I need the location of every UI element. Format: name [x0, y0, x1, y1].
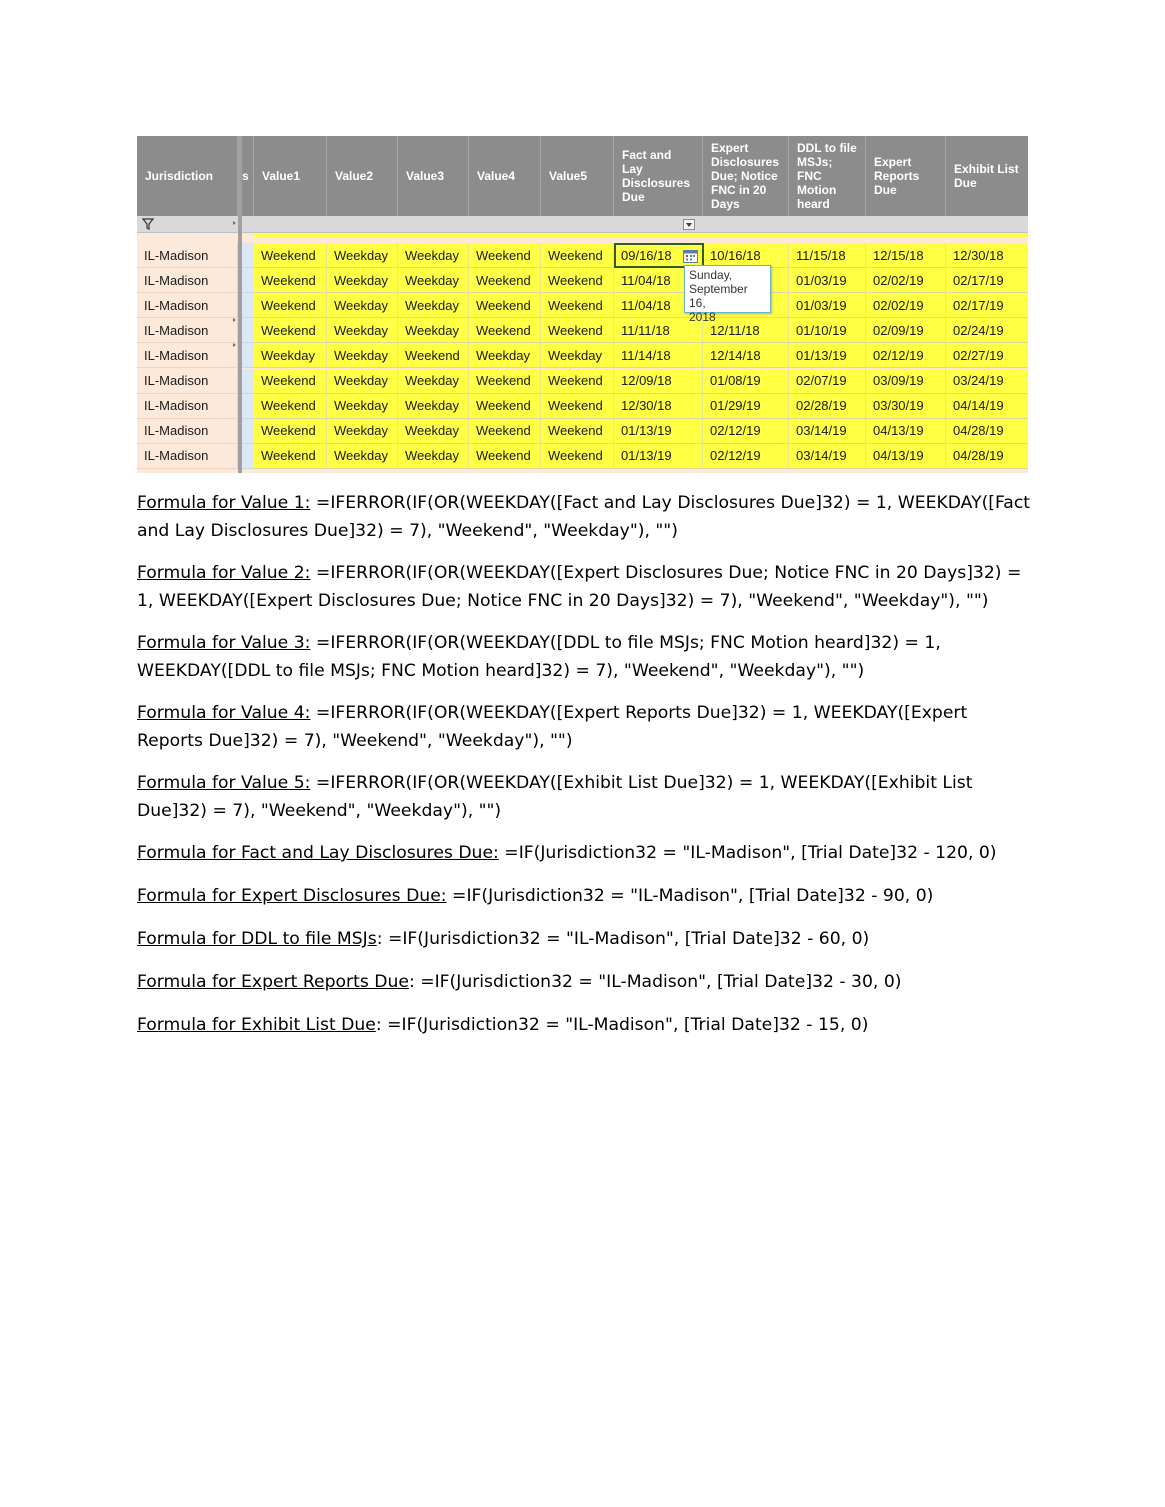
column-splitter[interactable] [238, 136, 242, 473]
formula-paragraph [137, 1011, 1037, 1039]
table-cell[interactable]: Weekday [327, 243, 398, 268]
tooltip-text: Sunday, September 16, 2018 [689, 268, 748, 324]
table-cell[interactable]: Weekend [469, 243, 541, 268]
formula-paragraph [137, 489, 1037, 545]
table-cell[interactable]: 03/24/19 [946, 369, 1028, 394]
table-cell[interactable]: 01/13/19 [614, 419, 703, 444]
table-row [137, 369, 1028, 394]
calendar-icon[interactable] [683, 249, 698, 263]
header-value2[interactable]: Value2 [327, 136, 398, 216]
formula-paragraph [137, 839, 1037, 867]
table-cell[interactable]: 03/14/19 [789, 444, 866, 469]
table-cell[interactable]: Weekend [254, 419, 327, 444]
header-value5[interactable]: Value5 [541, 136, 614, 216]
table-cell[interactable]: 04/14/19 [946, 394, 1028, 419]
jurisdiction-cell[interactable]: IL-Madison [137, 369, 238, 394]
table-cell[interactable]: 02/28/19 [789, 394, 866, 419]
table-cell[interactable]: Weekend [254, 369, 327, 394]
dropdown-arrow-icon[interactable] [683, 219, 695, 230]
spreadsheet-grid [137, 136, 1028, 473]
table-row [137, 268, 1028, 293]
table-cell[interactable]: Weekend [541, 243, 614, 268]
table-cell[interactable]: Weekend [254, 293, 327, 318]
table-cell[interactable]: Weekend [541, 394, 614, 419]
table-cell[interactable]: 03/30/19 [866, 394, 946, 419]
jurisdiction-cell[interactable]: IL-Madison [137, 419, 238, 444]
header-hidden[interactable]: s [242, 136, 254, 216]
formula-text: =IFERROR(IF(OR(WEEKDAY([Expert Reports Due]32) = 1, WEEKDAY([Expert Reports Due]32) = 7), "Weekend", "Weekday"), "") [137, 703, 968, 751]
table-cell[interactable]: Weekend [541, 444, 614, 469]
table-row [137, 394, 1028, 419]
table-row [137, 243, 1028, 268]
formula-text: : =IF(Jurisdiction32 = "IL-Madison", [Trial Date]32 - 15, 0) [375, 1015, 869, 1035]
table-cell[interactable]: Weekday [327, 293, 398, 318]
table-cell[interactable]: 12/09/18 [614, 369, 703, 394]
table-cell[interactable]: 11/04/18 [614, 268, 703, 293]
table-cell[interactable]: Weekday [327, 343, 398, 368]
header-jurisdiction[interactable]: Jurisdiction [137, 136, 238, 216]
table-cell[interactable]: 01/29/19 [703, 394, 789, 419]
table-cell[interactable]: 11/11/18 [614, 318, 703, 343]
table-cell[interactable]: 04/28/19 [946, 444, 1028, 469]
row-marker-icon [233, 318, 236, 322]
table-cell[interactable]: 01/08/19 [703, 369, 789, 394]
formula-paragraph [137, 769, 1037, 825]
formula-label: Formula for Value 2: [137, 563, 311, 583]
table-cell[interactable]: 02/27/19 [946, 343, 1028, 368]
row-separator [242, 343, 254, 368]
table-row [137, 343, 1028, 368]
table-cell[interactable]: Weekday [327, 318, 398, 343]
formula-label: Formula for Value 1: [137, 493, 311, 513]
partial-row [137, 233, 1028, 237]
jurisdiction-cell[interactable]: IL-Madison [137, 343, 238, 368]
formula-label: Formula for Exhibit List Due [137, 1015, 376, 1035]
table-cell[interactable]: Weekday [398, 293, 469, 318]
table-cell[interactable]: Weekday [327, 394, 398, 419]
table-cell[interactable]: 10/16/18 [703, 243, 789, 268]
table-cell[interactable]: Weekend [254, 394, 327, 419]
row-separator [242, 268, 254, 293]
header-value1[interactable]: Value1 [254, 136, 327, 216]
row-separator [242, 243, 254, 268]
table-cell[interactable]: 04/13/19 [866, 444, 946, 469]
formula-paragraph [137, 925, 1037, 953]
header-expert-reports[interactable]: Expert Reports Due [866, 136, 946, 216]
table-cell[interactable]: Weekend [541, 268, 614, 293]
table-cell[interactable]: 02/07/19 [789, 369, 866, 394]
table-cell[interactable]: Weekend [541, 419, 614, 444]
header-expert-disclosures[interactable]: Expert Disclosures Due; Notice FNC in 20 Days [703, 136, 789, 216]
jurisdiction-cell[interactable]: IL-Madison [137, 444, 238, 469]
filter-icon[interactable] [142, 218, 154, 230]
table-cell[interactable]: Weekend [398, 343, 469, 368]
header-ddl[interactable]: DDL to file MSJs; FNC Motion heard [789, 136, 866, 216]
formula-label: Formula for Fact and Lay Disclosures Due: [137, 843, 499, 863]
table-cell[interactable]: 02/17/19 [946, 293, 1028, 318]
table-cell[interactable]: 03/09/19 [866, 369, 946, 394]
table-cell[interactable]: 12/11/18 [703, 318, 789, 343]
table-cell[interactable]: Weekday [327, 419, 398, 444]
table-row [137, 419, 1028, 444]
table-cell[interactable]: Weekday [469, 343, 541, 368]
header-value4[interactable]: Value4 [469, 136, 541, 216]
table-cell[interactable]: 04/28/19 [946, 419, 1028, 444]
table-cell[interactable]: Weekday [541, 343, 614, 368]
formula-label: Formula for Expert Disclosures Due: [137, 886, 447, 906]
table-cell[interactable]: 01/10/19 [789, 318, 866, 343]
formula-text: =IF(Jurisdiction32 = "IL-Madison", [Trial Date]32 - 120, 0) [504, 843, 997, 863]
table-cell[interactable]: Weekend [469, 293, 541, 318]
table-row [137, 318, 1028, 343]
table-cell[interactable]: 02/02/19 [866, 293, 946, 318]
table-cell[interactable]: Weekend [469, 419, 541, 444]
table-cell[interactable]: 11/04/18 [614, 293, 703, 318]
table-cell[interactable]: Weekday [398, 243, 469, 268]
table-cell[interactable]: Weekday [398, 394, 469, 419]
table-cell[interactable]: Weekday [327, 369, 398, 394]
row-marker-icon [233, 221, 236, 225]
table-cell[interactable]: 12/15/18 [866, 243, 946, 268]
table-cell[interactable]: Weekend [541, 318, 614, 343]
header-fact-lay[interactable]: Fact and Lay Disclosures Due [614, 136, 703, 216]
header-exhibit-list[interactable]: Exhibit List Due [954, 162, 1019, 190]
table-cell[interactable]: Weekday [398, 369, 469, 394]
table-cell[interactable]: Weekday [327, 268, 398, 293]
row-separator [242, 444, 254, 469]
formula-text: =IFERROR(IF(OR(WEEKDAY([Fact and Lay Disclosures Due]32) = 1, WEEKDAY([Fact and Lay Disclosures Due]32) = 7), "Weekend", "Weekday"), "") [137, 493, 1031, 541]
table-row [137, 444, 1028, 469]
table-cell[interactable]: 02/24/19 [946, 318, 1028, 343]
formula-text: =IFERROR(IF(OR(WEEKDAY([Exhibit List Due]32) = 1, WEEKDAY([Exhibit List Due]32) = 7), "Weekend", "Weekday"), "") [137, 773, 973, 821]
jurisdiction-cell[interactable]: IL-Madison [137, 394, 238, 419]
table-cell[interactable]: Weekday [327, 444, 398, 469]
filter-row [137, 216, 1028, 233]
row-separator [242, 419, 254, 444]
table-cell[interactable]: 12/30/18 [614, 394, 703, 419]
table-cell[interactable]: Weekend [541, 369, 614, 394]
table-cell[interactable]: Weekend [254, 318, 327, 343]
formula-label: Formula for Value 3: [137, 633, 311, 653]
jurisdiction-cell[interactable]: IL-Madison [137, 243, 238, 268]
table-cell[interactable]: 01/03/19 [789, 268, 866, 293]
table-cell[interactable]: 12/30/18 [946, 243, 1028, 268]
row-separator [242, 394, 254, 419]
formula-text: : =IF(Jurisdiction32 = "IL-Madison", [Trial Date]32 - 30, 0) [408, 972, 902, 992]
jurisdiction-cell[interactable]: IL-Madison [137, 293, 238, 318]
row-marker-icon [233, 343, 236, 347]
table-cell[interactable]: Weekday [398, 419, 469, 444]
table-cell[interactable]: 02/17/19 [946, 268, 1028, 293]
header-row [137, 136, 1028, 216]
table-cell[interactable]: Weekend [469, 444, 541, 469]
table-cell[interactable]: Weekend [469, 369, 541, 394]
table-cell[interactable]: Weekend [469, 268, 541, 293]
date-tooltip [684, 265, 771, 324]
table-cell[interactable]: Weekend [254, 444, 327, 469]
jurisdiction-cell[interactable]: IL-Madison [137, 318, 238, 343]
table-cell[interactable]: Weekday [398, 444, 469, 469]
formula-text: =IFERROR(IF(OR(WEEKDAY([Expert Disclosures Due; Notice FNC in 20 Days]32) = 1, WEEKDAY([Expert Disclosures Due; Notice FNC in 20 Days]32) = 7), "Weekend", "Weekday"), "") [137, 563, 1022, 611]
formulas-section [137, 489, 1037, 1054]
formula-paragraph [137, 559, 1037, 615]
formula-paragraph [137, 968, 1037, 996]
table-cell[interactable]: Weekend [541, 293, 614, 318]
table-cell[interactable]: 09/16/18 [614, 243, 703, 268]
table-cell[interactable]: 02/02/19 [866, 268, 946, 293]
table-cell[interactable]: 11/15/18 [789, 243, 866, 268]
table-cell[interactable]: 02/12/19 [866, 343, 946, 368]
jurisdiction-cell[interactable]: IL-Madison [137, 268, 238, 293]
table-cell[interactable]: 04/13/19 [866, 419, 946, 444]
table-cell[interactable]: Weekday [398, 268, 469, 293]
table-cell[interactable]: Weekday [398, 318, 469, 343]
table-row [137, 293, 1028, 318]
table-cell[interactable]: 11/14/18 [614, 343, 703, 368]
row-separator [242, 293, 254, 318]
table-cell[interactable]: Weekend [254, 243, 327, 268]
table-cell[interactable]: Weekend [254, 268, 327, 293]
formula-label: Formula for Value 4: [137, 703, 311, 723]
table-cell[interactable]: 03/14/19 [789, 419, 866, 444]
table-cell[interactable]: 02/12/19 [703, 444, 789, 469]
formula-paragraph [137, 882, 1037, 910]
table-cell[interactable]: 12/14/18 [703, 343, 789, 368]
formula-paragraph [137, 699, 1037, 755]
row-separator [242, 318, 254, 343]
table-cell[interactable]: 02/12/19 [703, 419, 789, 444]
formula-text: : =IF(Jurisdiction32 = "IL-Madison", [Trial Date]32 - 60, 0) [376, 929, 870, 949]
row-separator [242, 369, 254, 394]
formula-text: =IF(Jurisdiction32 = "IL-Madison", [Trial Date]32 - 90, 0) [452, 886, 934, 906]
formula-label: Formula for Expert Reports Due [137, 972, 409, 992]
formula-label: Formula for Value 5: [137, 773, 311, 793]
formula-paragraph [137, 629, 1037, 685]
table-cell[interactable]: 01/13/19 [789, 343, 866, 368]
table-cell[interactable]: Weekend [469, 394, 541, 419]
table-cell[interactable]: 01/13/19 [614, 444, 703, 469]
table-cell[interactable]: 02/09/19 [866, 318, 946, 343]
table-cell[interactable]: 01/03/19 [789, 293, 866, 318]
header-value3[interactable]: Value3 [398, 136, 469, 216]
table-cell[interactable]: Weekday [254, 343, 327, 368]
formula-text: =IFERROR(IF(OR(WEEKDAY([DDL to file MSJs; FNC Motion heard]32) = 1, WEEKDAY([DDL to file MSJs; FNC Motion heard]32) = 7), "Weekend", "Weekday"), "") [137, 633, 941, 681]
table-cell[interactable]: Weekend [469, 318, 541, 343]
formula-label: Formula for DDL to file MSJs [137, 929, 377, 949]
